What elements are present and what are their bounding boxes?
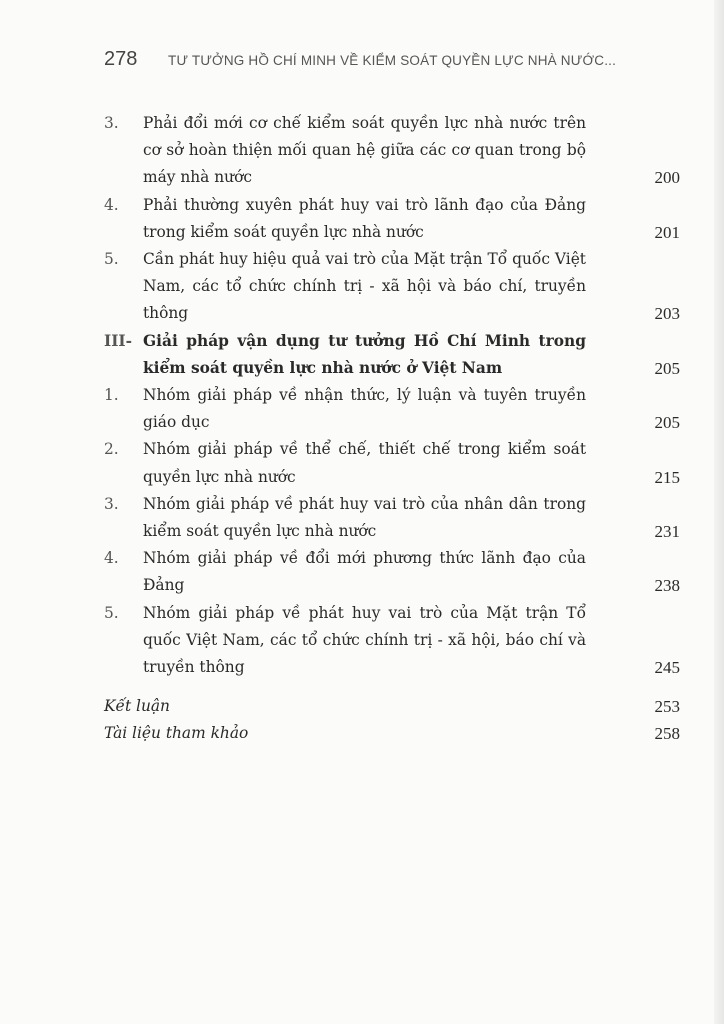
entry-page: 205 bbox=[654, 413, 680, 433]
page-number: 278 bbox=[104, 48, 138, 70]
entry-page: 231 bbox=[654, 522, 680, 542]
entry-title: Tài liệu tham khảo bbox=[104, 724, 249, 743]
toc-entry bbox=[104, 382, 680, 436]
entry-title: Cần phát huy hiệu quả vai trò của Mặt trận Tổ quốc Việt Nam, các tổ chức chính trị - xã hội và báo chí, truyền thông bbox=[143, 250, 586, 323]
entry-number: 5. bbox=[104, 603, 119, 622]
entry-number: 1. bbox=[104, 386, 119, 405]
table-of-contents bbox=[104, 110, 680, 748]
entry-page: 203 bbox=[654, 304, 680, 324]
entry-number: 5. bbox=[104, 250, 119, 269]
entry-page: 215 bbox=[654, 467, 680, 487]
entry-page: 238 bbox=[654, 576, 680, 596]
entry-title: Nhóm giải pháp về thể chế, thiết chế trong kiểm soát quyền lực nhà nước bbox=[143, 440, 586, 486]
entry-title: Phải thường xuyên phát huy vai trò lãnh đạo của Đảng trong kiểm soát quyền lực nhà nước bbox=[143, 195, 586, 241]
entry-number: 4. bbox=[104, 195, 119, 214]
toc-entry bbox=[104, 436, 680, 490]
entry-page: 201 bbox=[654, 222, 680, 242]
page-edge-shadow bbox=[714, 0, 724, 1024]
toc-entry bbox=[104, 246, 680, 328]
entry-number: 4. bbox=[104, 549, 119, 568]
entry-page: 245 bbox=[654, 658, 680, 678]
toc-entry bbox=[104, 545, 680, 599]
toc-section-entry bbox=[104, 328, 680, 382]
entry-title: Nhóm giải pháp về phát huy vai trò của Mặt trận Tổ quốc Việt Nam, các tổ chức chính trị - xã hội, báo chí và truyền thông bbox=[143, 603, 586, 677]
entry-page: 205 bbox=[654, 358, 680, 378]
toc-entry bbox=[104, 192, 680, 246]
toc-entry-conclusion bbox=[104, 693, 680, 720]
entry-page: 253 bbox=[654, 697, 680, 717]
entry-title: Phải đổi mới cơ chế kiểm soát quyền lực nhà nước trên cơ sở hoàn thiện mối quan hệ giữa các cơ quan trong bộ máy nhà nước bbox=[143, 114, 586, 187]
running-title: TƯ TƯỞNG HỒ CHÍ MINH VỀ KIỂM SOÁT QUYỀN LỰC NHÀ NƯỚC... bbox=[168, 53, 617, 68]
entry-number: III- bbox=[104, 331, 132, 350]
toc-entry bbox=[104, 110, 680, 192]
entry-number: 3. bbox=[104, 494, 119, 513]
toc-entry-references bbox=[104, 720, 680, 747]
entry-title: Nhóm giải pháp về phát huy vai trò của nhân dân trong kiểm soát quyền lực nhà nước bbox=[143, 494, 586, 541]
entry-page: 200 bbox=[654, 168, 680, 188]
entry-title: Giải pháp vận dụng tư tưởng Hồ Chí Minh trong kiểm soát quyền lực nhà nước ở Việt Nam bbox=[143, 331, 586, 377]
entry-number: 3. bbox=[104, 114, 119, 132]
entry-title: Nhóm giải pháp về đổi mới phương thức lãnh đạo của Đảng bbox=[143, 549, 586, 595]
toc-entry bbox=[104, 600, 680, 682]
entry-number: 2. bbox=[104, 440, 119, 459]
entry-page: 258 bbox=[654, 724, 680, 744]
entry-title: Kết luận bbox=[104, 697, 170, 716]
entry-title: Nhóm giải pháp về nhận thức, lý luận và tuyên truyền giáo dục bbox=[143, 386, 586, 432]
toc-entry bbox=[104, 491, 680, 545]
running-header bbox=[104, 48, 616, 71]
